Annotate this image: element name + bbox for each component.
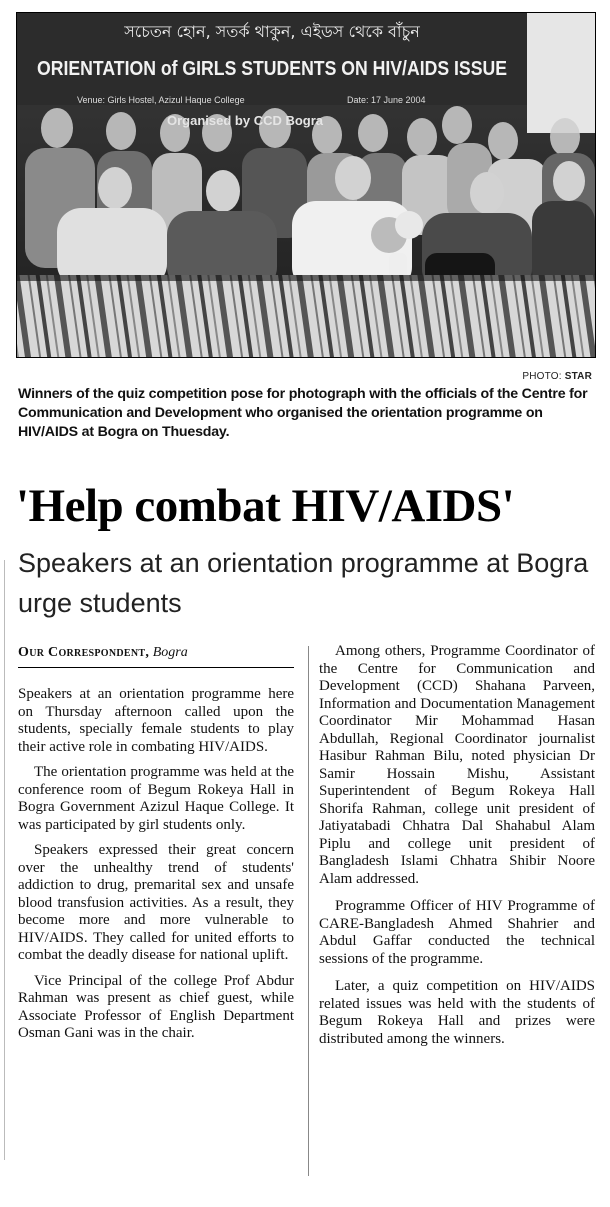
subheadline: Speakers at an orientation programme at Bogra urge students bbox=[18, 548, 589, 618]
article-column-right bbox=[319, 643, 595, 1058]
column-divider bbox=[308, 646, 309, 1176]
photo-caption: Winners of the quiz competition pose for photograph with the officials of the Centre for Communication and Development who organised the orientation programme on HIV/AIDS at Bogra on Thuesday. bbox=[18, 386, 588, 440]
article-paragraph: Vice Principal of the college Prof Abdur Rahman was present as chief guest, while Associate Professor of English Department Osman Gani was in the chair. bbox=[18, 972, 294, 1041]
article-paragraph: Speakers at an orientation programme here on Thursday afternoon called upon the students, specially female students to play their active role in combating HIV/AIDS. bbox=[18, 686, 294, 755]
news-photo bbox=[16, 12, 596, 358]
banner-date-text: Date: 17 June 2004 bbox=[347, 95, 426, 105]
photo-credit-label: PHOTO: bbox=[522, 371, 562, 382]
byline bbox=[18, 643, 294, 668]
headline: 'Help combat HIV/AIDS' bbox=[16, 480, 515, 532]
article-paragraph: Speakers expressed their great concern over the unhealthy trend of students' addiction to drug, premarital sex and unsafe blood transfusion activities. As a result, they become more and more vulnerable to HIV/AIDS. They called for united efforts to combat the deadly disease for national uplift. bbox=[18, 842, 294, 963]
banner-bangla-text: সচেতন হোন, সতর্ক থাকুন, এইডস থেকে বাঁচুন bbox=[124, 22, 420, 41]
photo-illustration bbox=[17, 13, 595, 357]
article-paragraph: Among others, Programme Coordinator of the Centre for Communication and Development (CCD) Shahana Parveen, Information and Documentation Management Coordinator Mir Mohammad Hasan Abdullah, Regional Coordinator journalist Hasibur Rahman Bilu, noted physician Dr Samir Hossain Mishu, Assistant Superintendent of Begum Rokeya Hall Shorifa Rahman, college unit president of Jatiyatabadi Chhatra Dal Shahabul Alam Piplu and college unit president of Bangladesh Islami Chhatra Shibir Noore Alam addressed. bbox=[319, 643, 595, 887]
photo-credit-source: STAR bbox=[564, 371, 592, 382]
banner-org-text: Organised by CCD Bogra bbox=[167, 113, 324, 128]
article-column-left bbox=[18, 643, 294, 1051]
article-paragraph: Programme Officer of HIV Programme of CARE-Bangladesh Ahmed Shahrier and Abdul Gaffar conducted the technical sessions of the programme. bbox=[319, 898, 595, 967]
article-paragraph: The orientation programme was held at the conference room of Begum Rokeya Hall in Bogra Government Azizul Haque College. It was participated by girl students only. bbox=[18, 764, 294, 833]
byline-author: Our Correspondent, bbox=[18, 645, 150, 660]
byline-location: Bogra bbox=[152, 645, 188, 660]
article-paragraph: Later, a quiz competition on HIV/AIDS related issues was held with the students of Begum Rokeya Hall and prizes were distributed among the winners. bbox=[319, 978, 595, 1047]
banner-venue-text: Venue: Girls Hostel, Azizul Haque College bbox=[77, 95, 245, 105]
photo-credit bbox=[522, 371, 592, 382]
banner-title-text: ORIENTATION of GIRLS STUDENTS ON HIV/AIDS ISSUE bbox=[37, 58, 507, 80]
page-edge-rule bbox=[4, 560, 5, 1160]
